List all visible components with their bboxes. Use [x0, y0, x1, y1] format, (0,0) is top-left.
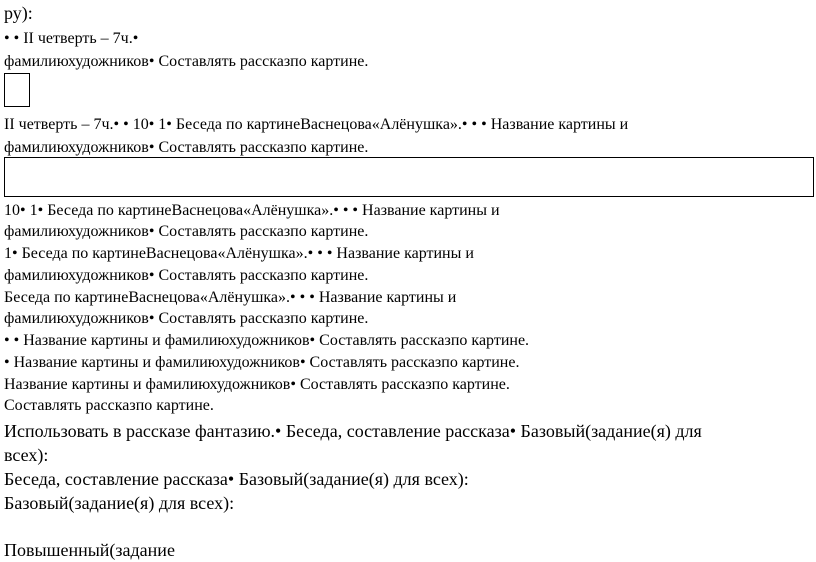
empty-frame — [4, 73, 30, 107]
text-line-8: 1• Беседа по картинеВаснецова«Алёнушка».• • • Название картины и — [4, 245, 474, 262]
text-line-10: Беседа по картинеВаснецова«Алёнушка».• • • Название картины и — [4, 289, 457, 306]
text-line-13: • Название картины и фамилиюхудожников• Составлять рассказпо картине. — [4, 354, 520, 371]
empty-frame-wide — [4, 157, 814, 197]
text-line-16: Использовать в рассказе фантазию.• Беседа, составление рассказа• Базовый(задание(я) для — [4, 421, 702, 441]
text-line-14: Название картины и фамилиюхудожников• Составлять рассказпо картине. — [4, 376, 510, 393]
text-line-19: Базовый(задание(я) для всех): — [4, 493, 235, 513]
text-line-20: Повышенный(задание — [4, 540, 175, 560]
text-line-18: Беседа, составление рассказа• Базовый(задание(я) для всех): — [4, 469, 469, 489]
text-line-11: фамилиюхудожников• Составлять рассказпо картине. — [4, 310, 369, 327]
text-line-1: ру): — [4, 3, 33, 23]
text-line-15: Составлять рассказпо картине. — [4, 397, 214, 414]
text-line-17: всех): — [4, 445, 49, 465]
text-line-4: II четверть – 7ч.• • 10• 1• Беседа по картинеВаснецова«Алёнушка».• • • Название картины и — [4, 116, 629, 133]
text-line-2: • • II четверть – 7ч.• — [4, 30, 139, 47]
text-line-3: фамилиюхудожников• Составлять рассказпо картине. — [4, 53, 369, 70]
text-line-5: фамилиюхудожников• Составлять рассказпо картине. — [4, 139, 369, 156]
text-line-12: • • Название картины и фамилиюхудожников• Составлять рассказпо картине. — [4, 332, 530, 349]
text-line-9: фамилиюхудожников• Составлять рассказпо картине. — [4, 267, 369, 284]
text-line-7: фамилиюхудожников• Составлять рассказпо картине. — [4, 223, 369, 240]
text-line-6: 10• 1• Беседа по картинеВаснецова«Алёнушка».• • • Название картины и — [4, 202, 500, 219]
